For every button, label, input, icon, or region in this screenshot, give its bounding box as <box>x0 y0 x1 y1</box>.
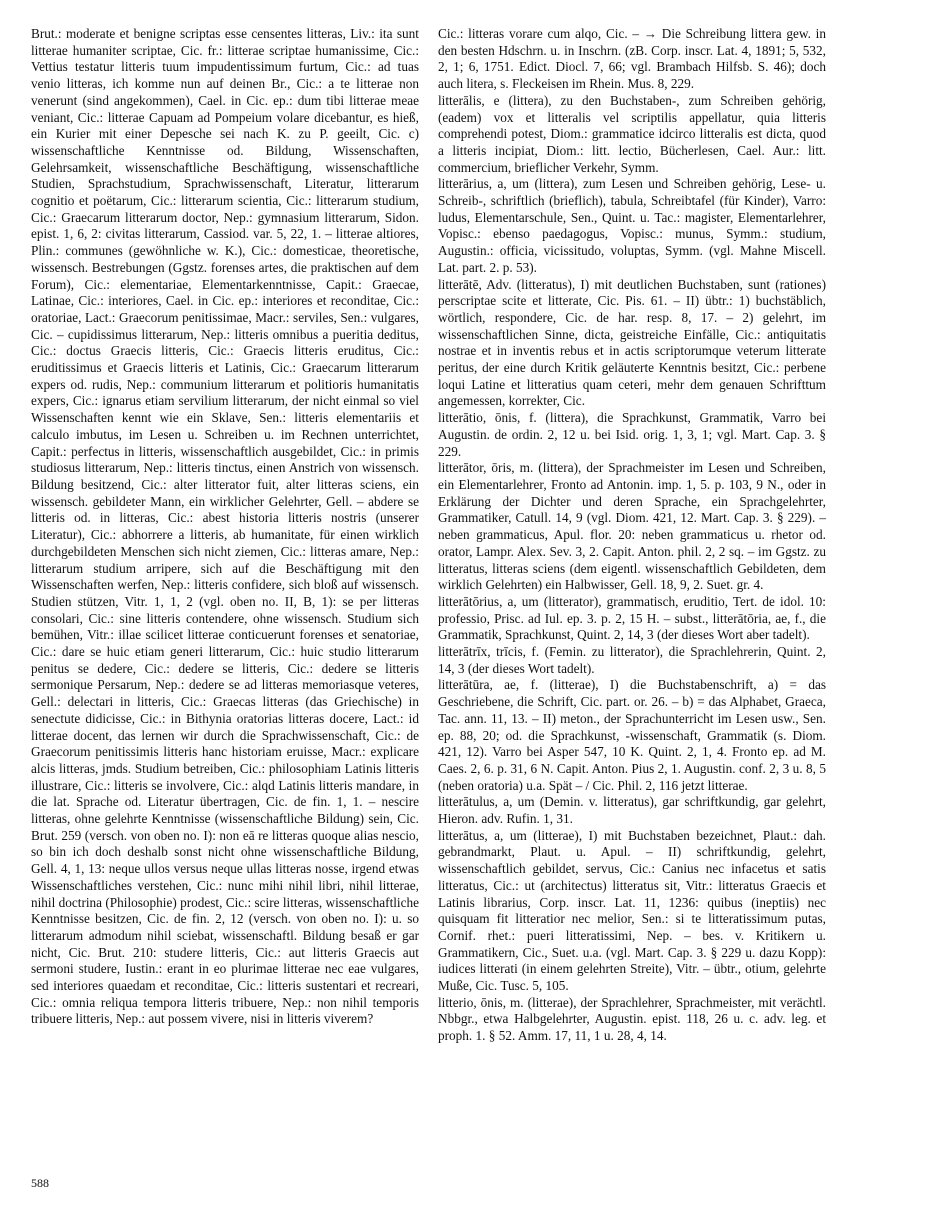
entry-litterate: litterātē, Adv. (litteratus), I) mit deutlichen Buchstaben, sunt (rationes) perscriptae scite et litterate, Cic. Pis. 61. – II) übtr.: 1) buchstäblich, wörtlich, respondere, Cic. de har. resp. 8, 17. – 2) gelehrt, im wissenschaftlichen Sinne, dicta, geistreiche Einfälle, Cic.: antiquitatis nostrae et in inventis rebus et in actis scriptorumque veterum litterate peritus, der eine durch Kritik geläuterte Kenntnis besitzt, Cic.: perbene loqui Latine et litteratius quam ceteri, mehr dem genauen Schrifttum angemessen, korrekter, Cic. <box>438 276 826 409</box>
entry-litterarius: litterārius, a, um (littera), zum Lesen und Schreiben gehörig, Lese- u. Schreib-, schriftlich (brieflich), tabula, Schreibtafel (für Kinder), Varro: ludus, Elementarschule, Sen., Quint. u. Tac.: magister, Elementarlehrer, Vopisc.: ebenso paedagogus, Vopisc.: munus, Symm.: studium, Augustin.: officia, vicissitudo, voluptas, Symm. (vgl. Mahne Miscell. Lat. part. 2. p. 53). <box>438 176 826 275</box>
entry-litteratura: litterātūra, ae, f. (litterae), I) die Buchstabenschrift, a) = das Geschriebene, die Schrift, Cic. part. or. 26. – b) = das Alphabet, Graeca, Tac. ann. 11, 13. – II) meton., der Sprachunterricht im Lesen usw., Sen. ep. 88, 20; od. die Sprachkunst, -wissenschaft, Grammatik (s. Diom. 421, 12). Varro bei Asper 547, 10 K. Quint. 2, 1, 4. Fronto ep. ad M. Caes. 2, 6. p. 31, 6 N. Capit. Anton. Pius 2, 1. Augustin. conf. 2, 3 u. 8, 5 (neben oratoria) u.a. Spät – / Cic. Phil. 2, 116 jetzt litterae. <box>438 677 826 793</box>
entry-litteralis: litterālis, e (littera), zu den Buchstaben-, zum Schreiben gehörig, (eadem) vox et litteralis vel scriptilis appellatur, quia litteris comprehendi potest, Diom.: grammatice idcirco litteralis est dicta, quod a litteris incipiat, Diom.: litt. lectio, Bücherlesen, Cael. Aur.: litt. commercium, brieflicher Verkehr, Symm. <box>438 92 826 175</box>
entry-littera-note: Cic.: litteras vorare cum alqo, Cic. – → Die Schreibung littera gew. in den besten Hdschrn. u. in Inschrn. (zB. Corp. inscr. Lat. 4, 1891; 5, 532, 2, 1; 6, 1751. Edict. Diocl. 7, 66; vgl. Brambach Hilfsb. S. 46); doch auch litera, s. Fleckeisen im Rhein. Mus. 8, 229. <box>438 26 826 92</box>
entry-continuation: Brut.: moderate et benigne scriptas esse censentes litteras, Liv.: ita sunt litterae humaniter scriptae, Cic. fr.: litterae scriptae humanissime, Cic.: Vettius testatur litteris tuum impudentissimum furtum, Cic.: ad tuas venio litteras, ich komme nun auf deinen Br., Cic.: a te litterae non venerunt (sind angekommen), Cael. in Cic. ep.: dum tibi litterae meae veniant, Cic.: litterae Capuam ad Pompeium volare dicebantur, es hieß, ein Kurier mit einer Depesche sei nach K. zu P. geeilt, Cic. c) wissenschaftliche Kenntnisse od. Bildung, Wissenschaften, Gelehrsamkeit, wissenschaftliche Beschäftigung, wissenschaftliche Studien, Sprachstudium, Sprachwissenschaft, Literatur, litterarum cognitio et poëtarum, Cic.: litterarum scientia, Cic.: litterarum studium, Cic.: Graecarum litterarum doctor, Nep.: gymnasium litterarum, Sidon. epist. 1, 6, 2: civitas litterarum, Cassiod. var. 5, 22, 1. – litterae altiores, Plin.: communes (gewöhnliche w. K.), Cic.: domesticae, theoretische, wissensch. Bestrebungen (Ggstz. forenses artes, die praktischen auf dem Forum), Cic.: elementariae, Elementarkenntnisse, Capit.: Graecae, Latinae, Cic.: interiores, Cael. in Cic. ep.: interiores et reconditae, Cic.: oratoriae, Lact.: Graecorum penitissimae, Macr.: serviles, Sen.: vulgares, Cic. – cupidissimus litterarum, Nep.: litteris omnibus a pueritia deditus, Cic.: doctus Graecis litteris, Cic.: Graecis litteris eruditus, Cic.: eruditissimus et Graecis litteris et Latinis, Cic.: Graecarum litterarum expers od. rudis, Nep.: communium litterarum et politioris humanitatis expers, Cic.: ignarus etiam servilium litterarum, der nicht einmal so viel Wissenschaften kennt wie ein Sklave, Sen.: litteris elementariis et calculo imbutus, im Lesen u. Schreiben u. im Rechnen unterrichtet, Capit.: perfectus in litteris, wissenschaftlich ausgebildet, Cic.: in primis studiosus litterarum, Nep.: litteris tinctus, einen Anstrich von wissensch. Bildung besitzend, Cic.: alter litterator fuit, alter litteras sciens, ein wissensch. gebildeter Mann, ein wirklicher Gelehrter, Gell. – abdere se litteris od. in litteras, Cic.: abest historia litteris nostris (unserer Literatur), Cic.: abhorrere a litteris, ab humanitate, für einen wirklich durchgebildeten Menschen sich nicht ziemen, Cic.: litteras amare, Nep.: litterarum studium arripere, sich auf die Beschäftigung mit den Wissenschaften werfen, Nep.: litteris confidere, sich bloß auf wissensch. Studien stützen, Vitr. 1, 1, 2 (vgl. oben no. II, B, 1): se per litteras consolari, Cic.: sine litteris contendere, ohne wissensch. Studium sich bemühen, Vitr.: illae scilicet litterae conticuerunt forenses et senatoriae, Cic.: dare se huic etiam generi litterarum, Cic.: huic studio litterarum penitus se dedere, Cic.: dedere se litteris, Cic.: dedere se litteris sermonique Persarum, Nep.: dedere se ad litteras memoriasque veteres, Gell.: delectari in litteris, Cic.: Graecas litteras (das Griechische) in senectute didicisse, Cic.: in Bithynia oratorias litteras docere, Lact.: id litterae docent, das lernen wir durch die Sprachwissenschaft, Cic.: de Graecorum penitissimis litteris hanc historiam eruisse, Macr.: explicare alcis litteras, jmds. Studium betreiben, Cic.: philosophiam Latinis litteris illustrare, Cic.: litteris se involvere, Cic.: alqd Latinis litteris mandare, in die lat. Sprache od. Literatur übertragen, Cic. de fin. 1, 1. – nescire litteras, ohne gelehrte Kenntnisse (wissenschaftliche Bildung) sein, Cic. Brut. 259 (versch. von oben no. I): non eā re litteras quoque alias nescio, so bin ich doch deshalb sonst nicht ohne wissenschaftliche Bildung, Gell. 4, 1, 13: neque ullos versus neque ullas litteras nosse, irgend etwas Wissenschaftliches verstehen, Cic.: nunc mihi nihil libri, nihil litterae, nihil doctrina (Philosophie) prodest, Cic.: scire litteras, wissenschaftliche Kenntnisse besitzen, Cic. de fin. 2, 12 (versch. von oben no. I): u. so litterarum admodum nihil sciebat, wissenschaftl. Bildung besaß er gar nicht, Cic. Brut. 210: studere litteris, Cic.: aut litteris Graecis aut sermoni studere, Iustin.: erant in eo plurimae litterae nec eae vulgares, sed interiores quaedam et reconditae, Cic.: litteris sustentari et recreari, Cic.: omnia reliqua tempora litteris tribuere, Nep.: non nihil temporis tribuere litteris, Nep.: aut possem vivere, nisi in litteris viverem? <box>31 26 419 1027</box>
page-number: 588 <box>31 1176 49 1190</box>
entry-litteratio: litterātio, ōnis, f. (littera), die Sprachkunst, Grammatik, Varro bei Augustin. de ordin. 2, 12 u. bei Isid. orig. 1, 3, 1; vgl. Mart. Cap. 3. § 229. <box>438 410 826 459</box>
right-column <box>438 26 826 1045</box>
entry-litteratus: litterātus, a, um (litterae), I) mit Buchstaben bezeichnet, Plaut.: dah. gebrandmarkt, Plaut. u. Apul. – II) schriftkundig, gelehrt, wissenschaftlich gebildet, servus, Cic.: Canius nec infacetus et satis litteratus, Cic.: ut (architectus) litteratus sit, Vitr.: litteratus Graecis et Latinis librarius, Corp. inscr. Lat. 11, 1236: quibus (ineptiis) nec quisquam fit litteratior nec melior, Sen.: si te litteratissimum putas, Cornif. rhet.: pueri litteratissimi, Nep. – bes. v. Kritikern u. Grammatikern, Cic., Suet. u.a. (vgl. Mart. Cap. 3. § 229 u. dazu Kopp): iudices litterati (in einem gelehrten Streite), Vitr. – übtr., otium, gelehrte Muße, Cic. Tusc. 5, 105. <box>438 827 826 994</box>
entry-litterio: litterio, ōnis, m. (litterae), der Sprachlehrer, Sprachmeister, mit verächtl. Nbbgr., etwa Halbgelehrter, Augustin. epist. 118, 26 u. c. adv. leg. et proph. 1. § 52. Amm. 17, 11, 1 u. 28, 4, 14. <box>438 994 826 1044</box>
entry-litteratrix: litterātrīx, trīcis, f. (Femin. zu litterator), die Sprachlehrerin, Quint. 2, 14, 3 (der dieses Wort tadelt). <box>438 644 826 676</box>
entry-litterator: litterātor, ōris, m. (littera), der Sprachmeister im Lesen und Schreiben, ein Elementarlehrer, Fronto ad Antonin. imp. 1, 5. p. 103, 9 N., oder in Erklärung der Dichter und deren Sprache, ein Sprachgelehrter, Grammatiker, Catull. 14, 9 (vgl. Diom. 421, 12. Mart. Cap. 3. § 229). – neben grammaticus, Apul. flor. 20: neben grammaticus u. rhetor od. orator, Lampr. Alex. Sev. 3, 2. Capit. Anton. phil. 2, 2 sq. – im Ggstz. zu litteratus, litteras sciens (dem eigentl. wissenschaftlich Gebildeten, dem wirklich Gelehrten) ein Halbwisser, Gell. 18, 9, 2. Suet. gr. 4. <box>438 460 826 593</box>
entry-litteratulus: litterātulus, a, um (Demin. v. litteratus), gar schriftkundig, gar gelehrt, Hieron. adv. Rufin. 1, 31. <box>438 794 826 827</box>
left-column <box>31 26 419 1028</box>
entry-litteratorius: litterātōrius, a, um (litterator), grammatisch, eruditio, Tert. de idol. 10: professio, Prisc. ad Iul. ep. 3. p. 2, 15 H. – subst., litterātōria, ae, f., die Grammatik, Sprachkunst, Quint. 2, 14, 3 (der dieses Wort aber tadelt). <box>438 593 826 643</box>
